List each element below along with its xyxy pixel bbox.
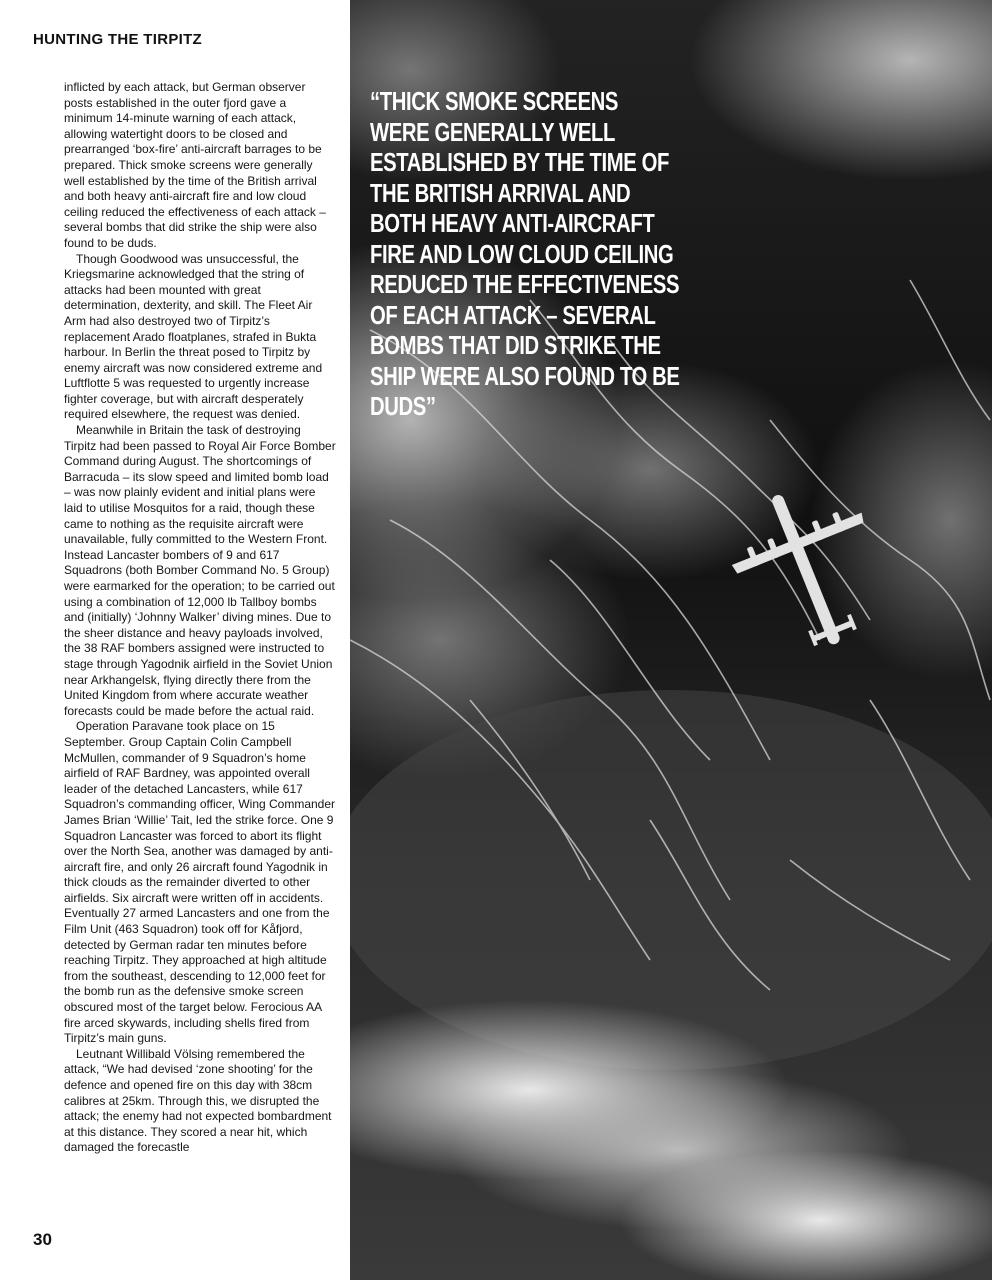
article-paragraph: Leutnant Willibald Völsing remembered the attack, “We had devised ‘zone shooting’ for the defence and opened fire on this day with 38cm calibres at 25km. Through this, we disrupted the attack; the enemy had not expected bombardment at this distance. They scored a near hit, which damaged the forecastle bbox=[64, 1046, 332, 1155]
article-body bbox=[64, 80, 336, 1156]
article-paragraph: inflicted by each attack, but German observer posts established in the outer fjord gave a minimum 14-minute warning of each attack, allowing watertight doors to be closed and prearranged ‘box-fire’ anti-aircraft barrages to be prepared. Thick smoke screens were generally well established by the time of the British arrival and both heavy anti-aircraft fire and low cloud ceiling reduced the effectiveness of each attack – several bombs that did strike the ship were also found to be duds. bbox=[64, 80, 326, 250]
pull-quote: “THICK SMOKE SCREENS WERE GENERALLY WELL ESTABLISHED BY THE TIME OF THE BRITISH ARRIVAL AND BOTH HEAVY ANTI-AIRCRAFT FIRE AND LOW CLOUD CEILING REDUCED THE EFFECTIVENESS OF EACH ATTACK – SEVERAL BOMBS THAT DID STRIKE THE SHIP WERE ALSO FOUND TO BE DUDS” bbox=[370, 86, 680, 421]
article-paragraph: Though Goodwood was unsuccessful, the Kriegsmarine acknowledged that the string of attacks had been mounted with great determination, dexterity, and skill. The Fleet Air Arm had also destroyed two of Tirpitz’s replacement Arado floatplanes, strafed in Bukta harbour. In Berlin the threat posed to Tirpitz by enemy aircraft was now considered extreme and Luftflotte 5 was requested to urgently increase fighter coverage, but with aircraft desperately required elsewhere, the request was denied. bbox=[64, 251, 323, 422]
aerial-photograph bbox=[350, 0, 992, 1280]
page-number: 30 bbox=[33, 1230, 52, 1249]
article-paragraph: Meanwhile in Britain the task of destroying Tirpitz had been passed to Royal Air Force Bomber Command during August. The shortcomings of Barracuda – its slow speed and limited bomb load – was now plainly evident and initial plans were laid to utilise Mosquitos for a raid, though these came to nothing as the requisite aircraft were unavailable, fully committed to the Western Front. Instead Lancaster bombers of 9 and 617 Squadrons (both Bomber Command No. 5 Group) were earmarked for the operation; to be carried out using a combination of 12,000 lb Tallboy bombs and (initially) ‘Johnny Walker’ diving mines. Due to the sheer distance and heavy payloads involved, the 38 RAF bombers assigned were instructed to stage through Yagodnik airfield in the Soviet Union near Arkhangelsk, flying directly there from the United Kingdom from where accurate weather forecasts could be made before the actual raid. bbox=[64, 423, 336, 718]
section-title: HUNTING THE TIRPITZ bbox=[33, 31, 203, 48]
article-paragraph: Operation Paravane took place on 15 September. Group Captain Colin Campbell McMullen, commander of 9 Squadron’s home airfield of RAF Bardney, was appointed overall leader of the detached Lancasters, while 617 Squadron’s commanding officer, Wing Commander James Brian ‘Willie’ Tait, led the strike force. One 9 Squadron Lancaster was forced to abort its flight over the North Sea, another was damaged by anti-aircraft fire, and only 26 aircraft found Yagodnik in thick clouds as the remainder diverted to other airfields. Six aircraft were written off in accidents. Eventually 27 armed Lancasters and one from the Film Unit (463 Squadron) took off for Kåfjord, detected by German radar ten minutes before reaching Tirpitz. They approached at high altitude from the southeast, descending to 12,000 feet for the bomb run as the defensive smoke screen obscured most of the target below. Ferocious AA fire arced skywards, including shells fired from Tirpitz’s main guns. bbox=[64, 719, 336, 1046]
